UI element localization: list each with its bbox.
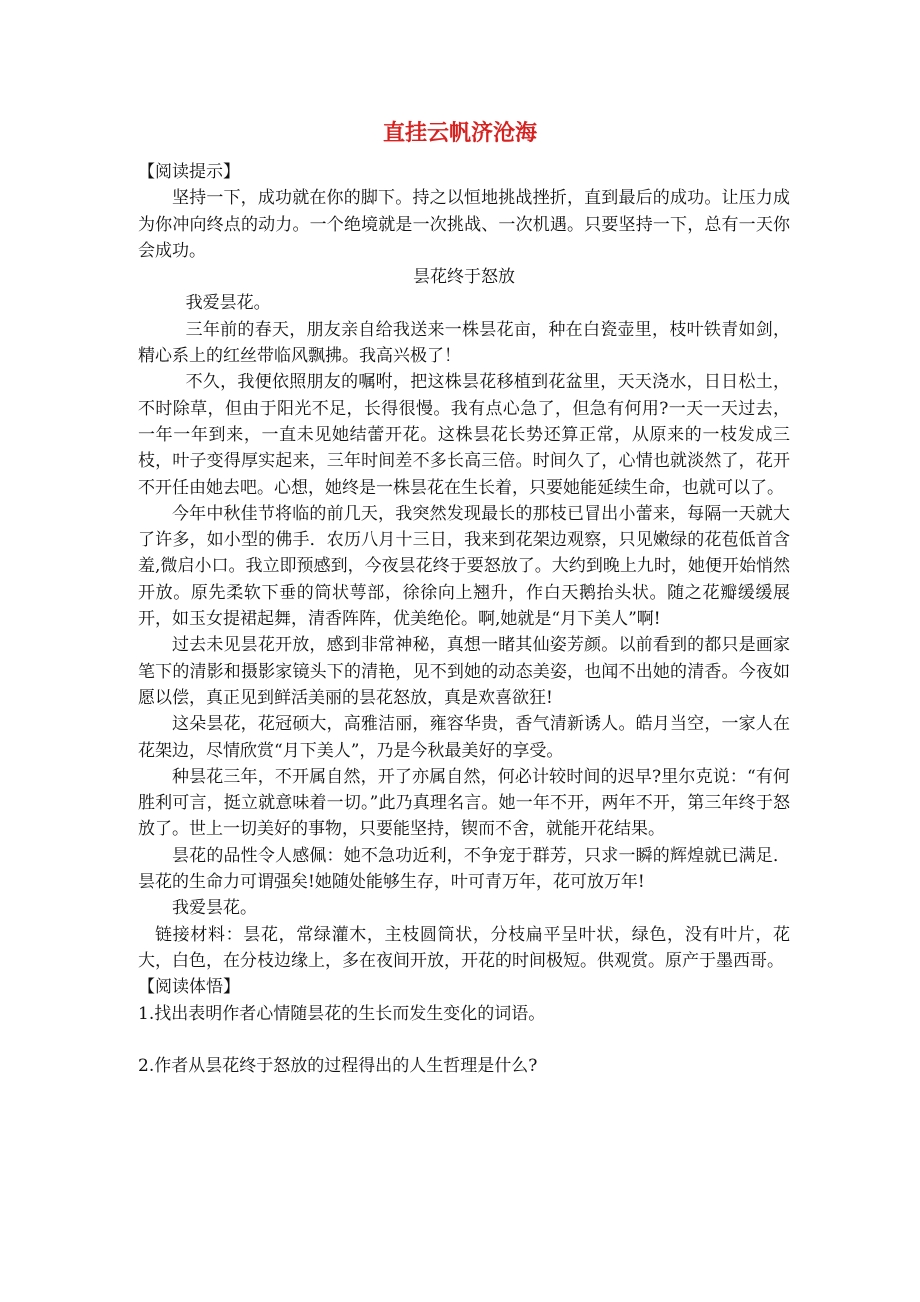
article-paragraph: 昙花的品性令人感佩：她不急功近利，不争宠于群芳，只求一瞬的辉煌就已满足．昙花的生命力可谓强矣!她随处能够生存，叶可青万年，花可放万年! — [138, 845, 790, 893]
reading-hint-header: 【阅读提示】 — [138, 162, 240, 182]
article-paragraph: 种昙花三年，不开属自然，开了亦属自然，何必计较时间的迟早?里尔克说：“有何胜利可言，挺立就意味着一切。”此乃真理名言。她一年不开，两年不开，第三年终于怒放了。世上一切美好的事物，只要能坚持，锲而不舍，就能开花结果。 — [138, 766, 790, 840]
article-paragraph: 三年前的春天，朋友亲自给我送来一株昙花亩，种在白瓷壶里，枝叶铁青如剑，精心系上的红丝带临风飘拂。我高兴极了！ — [138, 319, 790, 367]
reading-experience-header: 【阅读体悟】 — [138, 977, 240, 998]
article-title: 昙花终于怒放 — [413, 267, 515, 288]
reading-hint-text: 坚持一下，成功就在你的脚下。持之以恒地挑战挫折，直到最后的成功。让压力成为你冲向终点的动力。一个绝境就是一次挑战、一次机遇。只要坚持一下，总有一天你会成功。 — [138, 188, 790, 261]
question-2: 2.作者从昙花终于怒放的过程得出的人生哲理是什么? — [138, 1055, 538, 1076]
article-paragraph: 这朵昙花，花冠硕大，高雅洁丽，雍容华贵，香气清新诱人。皓月当空，一家人在花架边，尽情欣赏“月下美人”，乃是今秋最美好的享受。 — [138, 714, 790, 761]
document-title: 直挂云帆济沧海 — [382, 121, 537, 146]
question-1: 1.找出表明作者心情随昙花的生长而发生变化的词语。 — [138, 1003, 546, 1024]
article-paragraph: 我爱昙花。 — [185, 293, 271, 314]
article-paragraph: 过去未见昙花开放，感到非常神秘，真想一睹其仙姿芳颜。以前看到的都只是画家笔下的清影和摄影家镜头下的清艳，见不到她的动态美姿，也闻不出她的清香。今夜如愿以偿，真正见到鲜活美丽的昙花怒放，真是欢喜欲狂! — [138, 635, 790, 708]
link-material: 链接材料：昙花，常绿灌木，主枝圆筒状，分枝扁平呈叶状，绿色，没有叶片，花大，白色，在分枝边缘上，多在夜间开放，开花的时间极短。供观赏。原产于墨西哥。 — [138, 924, 790, 971]
article-paragraph: 我爱昙花。 — [172, 898, 257, 919]
document-body — [138, 159, 790, 1079]
article-paragraph: 今年中秋佳节将临的前几天，我突然发现最长的那枝已冒出小蕾来，每隔一天就大了许多，如小型的佛手．农历八月十三日，我来到花架边观察，只见嫩绿的花苞低首含羞,微启小口。我立即预感到，今夜昙花终于要怒放了。大约到晚上九时，她便开始悄然开放。原先柔软下垂的筒状萼部，徐徐向上翘升，作白天鹅抬头状。随之花瓣缓缓展开，如玉女提裙起舞，清香阵阵，优美绝伦。啊,她就是“月下美人”啊! — [138, 503, 790, 630]
article-paragraph: 不久，我便依照朋友的嘱咐，把这株昙花移植到花盆里，天天浇水，日日松土，不时除草，但由于阳光不足，长得很慢。我有点心急了，但急有何用?一天一天过去，一年一年到来，一直未见她结蕾开花。这株昙花长势还算正常，从原来的一枝发成三枝，叶子变得厚实起来，三年时间差不多长高三倍。时间久了，心情也就淡然了，花开不开任由她去吧。心想，她终是一株昙花在生长着，只要她能延续生命，也就可以了。 — [138, 372, 790, 498]
answer-space — [138, 1027, 790, 1053]
